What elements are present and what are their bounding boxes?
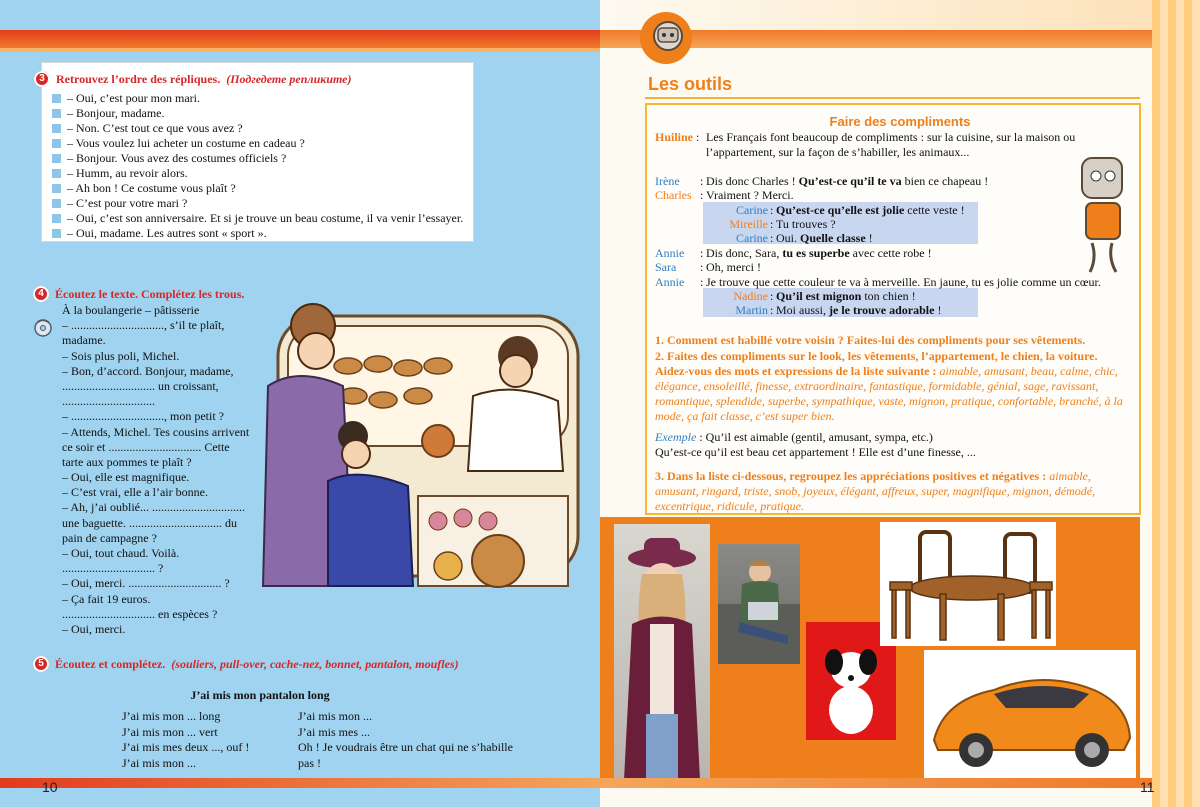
- poem-line: J’ai mis mon ...: [122, 755, 196, 770]
- dialogue-line: – Oui, elle est magnifique.: [62, 470, 190, 485]
- dialogue-line: – Ça fait 19 euros.: [62, 591, 151, 606]
- dialogue-pre: Oh, merci !: [706, 260, 761, 274]
- dialogue-line: ...............................: [62, 394, 155, 409]
- dialogue-line: – Attends, Michel. Tes cousins arrivent: [62, 424, 250, 439]
- photo-boy-laptop: [718, 544, 800, 664]
- footer-band: [0, 778, 600, 788]
- speaker-name: [708, 203, 768, 218]
- reply-line: [52, 91, 463, 106]
- speaker-label: Sara: [655, 260, 677, 274]
- answer-box[interactable]: [52, 124, 61, 133]
- dialogue-text: [776, 217, 836, 232]
- dialogue-pre: Moi aussi,: [776, 303, 830, 317]
- dialogue-post: !: [865, 231, 873, 245]
- dialogue-post: avec cette robe !: [849, 246, 932, 260]
- example-line-2: Qu’est-ce qu’il est beau cet appartement ! Elle est d’une finesse, ...: [655, 445, 976, 459]
- poem-line: J’ai mis mes ...: [298, 724, 370, 739]
- huiline-text-1: Les Français font beaucoup de compliments : sur la cuisine, sur la maison ou: [706, 130, 1076, 144]
- speaker-separator: :: [700, 275, 704, 289]
- dialogue-line: – Oui, merci. ............................... ?: [62, 576, 230, 591]
- photo-table-chairs: [880, 522, 1056, 646]
- speaker-label: Carine: [736, 203, 768, 217]
- answer-box[interactable]: [52, 214, 61, 223]
- reply-line: [52, 136, 463, 151]
- dialogue-pre: Dis donc, Sara,: [706, 246, 783, 260]
- exercise-4-title: Écoutez le texte. Complétez les trous.: [55, 286, 245, 301]
- exercise-4-number: 4: [33, 286, 49, 302]
- exercise-3-title: Retrouvez l’ordre des répliques.: [56, 71, 221, 86]
- reply-text: – Vous voulez lui acheter un costume en cadeau ?: [67, 136, 305, 150]
- dialogue-post: cette veste !: [904, 203, 965, 217]
- poem-line: Oh ! Je voudrais être un chat qui ne s’habille: [298, 740, 513, 754]
- dialogue-text: [706, 188, 794, 203]
- speaker-name: [708, 289, 768, 304]
- answer-box[interactable]: [52, 229, 61, 238]
- dialogue-line: ............................... en espèces ?: [62, 606, 218, 621]
- dialogue-text: [706, 260, 761, 275]
- reply-text: – Bonjour, madame.: [67, 106, 165, 120]
- speaker-label: Carine: [736, 231, 768, 245]
- dialogue-text: [776, 231, 873, 246]
- speaker-name: [708, 231, 768, 246]
- reply-line: [52, 226, 463, 241]
- speaker-separator: :: [700, 188, 704, 202]
- bakery-illustration: [258, 296, 588, 606]
- dialogue-line: – Oui, tout chaud. Voilà.: [62, 546, 180, 560]
- speaker-separator: :: [696, 130, 700, 144]
- dialogue-bold: tu es superbe: [782, 246, 850, 260]
- robot-mascot-illustration: [1072, 148, 1134, 276]
- reply-text: – Oui, madame. Les autres sont « sport ».: [67, 226, 267, 240]
- question-3: 3. Dans la liste ci-dessous, regroupez les appréciations positives et négatives :: [655, 469, 1050, 483]
- exercise-5-number: 5: [33, 656, 49, 672]
- speaker-separator: :: [770, 203, 774, 217]
- box-title: Faire des compliments: [829, 114, 971, 129]
- dialogue-pre: Tu trouves ?: [776, 217, 836, 231]
- q3-words-1: aimable,: [1049, 469, 1091, 483]
- poem-title: J’ai mis mon pantalon long: [190, 688, 330, 702]
- dialogue-text: [776, 203, 965, 218]
- dialogue-bold: je le trouve adorable: [829, 303, 935, 317]
- dialogue-bold: Qu’est-ce qu’il te va: [798, 174, 902, 188]
- reply-line: [52, 211, 463, 226]
- top-red-band: [0, 30, 600, 48]
- reply-text: – C’est pour votre mari ?: [67, 196, 188, 210]
- reply-text: – Oui, c’est son anniversaire. Et si je trouve un beau costume, il va venir l’essayer.: [67, 211, 464, 225]
- speaker-label: Irène: [655, 174, 680, 188]
- dialogue-line: pain de campagne ?: [62, 530, 157, 545]
- speaker-label: Charles: [655, 188, 692, 202]
- photo-orange-car: [924, 650, 1136, 780]
- speaker-separator: :: [770, 217, 774, 231]
- exercise-5-words: (souliers, pull-over, cache-nez, bonnet, pantalon, moufles): [171, 656, 459, 671]
- dialogue-post: bien ce chapeau !: [901, 174, 989, 188]
- speaker-name: [655, 246, 704, 261]
- question-2b: Aidez-vous des mots et expressions de la liste suivante :: [655, 364, 940, 378]
- dialogue-text: [776, 289, 916, 304]
- dialogue-line: ............................... un croissant,: [62, 378, 219, 393]
- dialogue-line: – ..............................., mon petit ?: [62, 409, 224, 424]
- reply-text: – Humm, au revoir alors.: [67, 166, 188, 180]
- dialogue-text: [776, 303, 941, 318]
- dialogue-line: tarte aux pommes te plaît ?: [62, 454, 192, 469]
- speaker-name: [708, 217, 768, 232]
- speaker-name: [655, 188, 704, 203]
- dialogue-line: ce soir et ............................... Cette: [62, 439, 230, 454]
- dialogue-text: [706, 246, 932, 261]
- speaker-separator: :: [700, 260, 704, 274]
- speaker-name: [708, 303, 768, 318]
- poem-line: J’ai mis mon ...: [298, 709, 372, 723]
- dialogue-line: une baguette. ............................... du: [62, 515, 237, 530]
- dialogue-line: – Ah, j’ai oublié... ...............................: [62, 500, 245, 515]
- exercise-3-note: (Подгедете репликите): [226, 71, 352, 86]
- reply-line: [52, 181, 463, 196]
- example-label: Exemple: [655, 430, 697, 444]
- word-list-line-1: aimable, amusant, beau, calme, chic,: [939, 364, 1118, 378]
- speaker-label: Nadine: [733, 289, 768, 303]
- dialogue-line: ............................... ?: [62, 561, 164, 576]
- q3-words-3: excentrique, ridicule, pratique.: [655, 499, 804, 513]
- reply-line: [52, 106, 463, 121]
- dialogue-pre: Oui.: [776, 231, 800, 245]
- reply-text: – Bonjour. Vous avez des costumes officiels ?: [67, 151, 287, 165]
- answer-box[interactable]: [52, 139, 61, 148]
- dialogue-line: – Oui, merci.: [62, 621, 126, 636]
- dialogue-post: ton chien !: [861, 289, 916, 303]
- dialogue-line: À la boulangerie – pâtisserie: [62, 303, 200, 317]
- dialogue-text: [706, 174, 988, 189]
- right-edge-stripes: [1152, 0, 1200, 807]
- huiline-text-2: l’appartement, sur la façon de s’habiller, les animaux...: [706, 145, 970, 159]
- reply-line: [52, 151, 463, 166]
- poem-line: J’ai mis mon ... vert: [122, 724, 218, 739]
- speaker-name: [655, 174, 704, 189]
- poem-column-2: [298, 709, 513, 771]
- speaker-separator: :: [770, 289, 774, 303]
- title-underline: [645, 97, 1140, 99]
- dialogue-pre: Je trouve que cette couleur te va à merveille. En jaune, tu es jolie comme un cœur.: [706, 275, 1101, 289]
- speaker-separator: :: [770, 231, 774, 245]
- footer-band-right: [600, 778, 1152, 788]
- answer-box[interactable]: [52, 154, 61, 163]
- answer-box[interactable]: [52, 199, 61, 208]
- answer-box[interactable]: [52, 94, 61, 103]
- exercise-5-title: Écoutez et complétez.: [55, 656, 166, 671]
- speaker-label: Annie: [655, 246, 685, 260]
- dialogue-line: – ..............................., s’il te plaît,: [62, 318, 225, 333]
- exercise-3-lines: [52, 91, 463, 241]
- dialogue-bold: Quelle classe: [800, 231, 866, 245]
- exercise-5-header: [33, 656, 459, 672]
- reply-text: – Non. C’est tout ce que vous avez ?: [67, 121, 243, 135]
- exercise-4-header: [33, 286, 244, 302]
- word-list-line-2: élégance, ensoleillé, finesse, extraordinaire, fantastique, formidable, génial, sage, ravissant,: [655, 379, 1099, 393]
- speaker-separator: :: [700, 246, 704, 260]
- poem-line: J’ai mis mon ... long: [122, 709, 221, 723]
- q3-words-2: amusant, ringard, triste, snob, joyeux, élégant, affreux, super, magnifique, mignon, démodé,: [655, 484, 1096, 498]
- answer-box[interactable]: [52, 169, 61, 178]
- dialogue-pre: Vraiment ? Merci.: [706, 188, 794, 202]
- speaker-separator: :: [700, 174, 704, 188]
- tools-robot-icon: [628, 8, 706, 66]
- question-1: 1. Comment est habillé votre voisin ? Faites-lui des compliments pour ses vêtements.: [655, 333, 1086, 347]
- exercise-4-text: [62, 303, 262, 637]
- poem-line: pas !: [298, 755, 321, 770]
- reply-text: – Ah bon ! Ce costume vous plaît ?: [67, 181, 236, 195]
- speaker-label: Mireille: [729, 217, 768, 231]
- page-number-left: 10: [42, 779, 58, 795]
- dialogue-pre: Dis donc Charles !: [706, 174, 799, 188]
- question-2a: 2. Faites des compliments sur le look, les vêtements, l’appartement, le chien, la voiture.: [655, 349, 1098, 363]
- poem-column-1: [122, 709, 249, 771]
- dialogue-bold: Qu’il est mignon: [776, 289, 862, 303]
- speaker-separator: :: [770, 303, 774, 317]
- section-title: Les outils: [648, 74, 733, 94]
- reply-text: – Oui, c’est pour mon mari.: [67, 91, 200, 105]
- exercise-3-number: 3: [34, 71, 50, 87]
- reply-line: [52, 166, 463, 181]
- answer-box[interactable]: [52, 184, 61, 193]
- speaker-name: [655, 275, 704, 290]
- exercise-3-box: [41, 62, 474, 242]
- top-accent-band: [0, 48, 600, 52]
- speaker-label: Martin: [735, 303, 768, 317]
- word-list-line-4: mode, ça fait classe, c’est super bien.: [655, 409, 835, 423]
- answer-box[interactable]: [52, 109, 61, 118]
- reply-line: [52, 121, 463, 136]
- dialogue-text: [706, 275, 1101, 290]
- poem-line: J’ai mis mes deux ..., ouf !: [122, 740, 250, 754]
- dialogue-line: – C’est vrai, elle a l’air bonne.: [62, 485, 208, 500]
- dialogue-bold: Qu’est-ce qu’elle est jolie: [776, 203, 905, 217]
- photo-woman-hat: [614, 524, 710, 780]
- speaker-label: Annie: [655, 275, 685, 289]
- example-line-1: : Qu’il est aimable (gentil, amusant, sympa, etc.): [696, 430, 933, 444]
- speaker-name: [655, 260, 704, 275]
- word-list-line-3: romantique, splendide, superbe, sympathique, vaste, mignon, pratique, confortable, branché, à la: [655, 394, 1123, 408]
- dialogue-line: madame.: [62, 333, 106, 348]
- dialogue-line: – Sois plus poli, Michel.: [62, 348, 180, 363]
- audio-cd-icon[interactable]: [33, 318, 53, 338]
- page-number-right: 11: [1140, 779, 1155, 795]
- dialogue-line: – Bon, d’accord. Bonjour, madame,: [62, 363, 234, 378]
- speaker-huiline: Huiline: [655, 130, 694, 144]
- dialogue-post: !: [934, 303, 942, 317]
- reply-line: [52, 196, 463, 211]
